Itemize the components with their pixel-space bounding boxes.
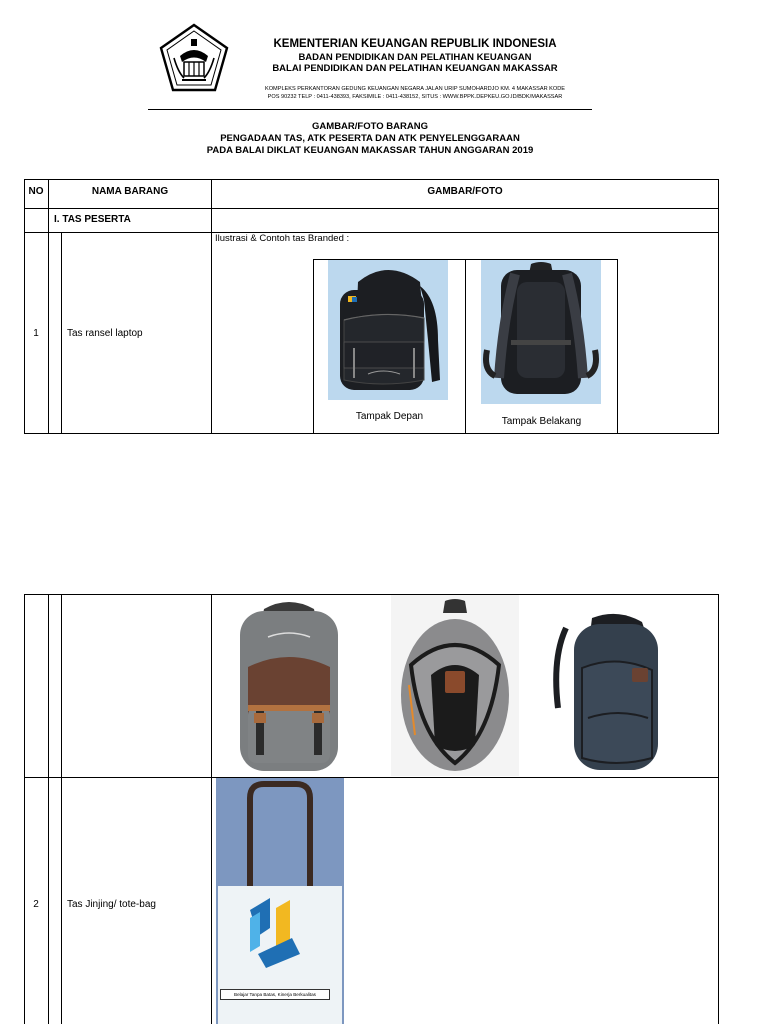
backpack-back-photo — [481, 260, 601, 404]
backpack-front-photo — [328, 260, 448, 400]
tote-bag-photo — [216, 778, 344, 1024]
row-number: 1 — [33, 328, 39, 339]
office-name: BALAI PENDIDIKAN DAN PELATIHAN KEUANGAN MAKASSAR — [272, 63, 558, 74]
illustration-note: Ilustrasi & Contoh tas Branded : — [215, 233, 350, 244]
address-line-1: KOMPLEKS PERKANTORAN GEDUNG KEUANGAN NEGARA JALAN URIP SUMOHARDJO KM. 4 MAKASSAR KODE — [264, 86, 566, 92]
backpack-grey-brown-photo — [226, 597, 352, 775]
address-line-2: POS 90232 TELP : 0411-438393, FAKSIMILE : 0411-438152, SITUS : WWW.BPPK.DEPKEU.GO.ID/BDK/MAKASSAR — [267, 94, 563, 100]
ministry-name: KEMENTERIAN KEUANGAN REPUBLIK INDONESIA — [273, 38, 557, 50]
row-number: 2 — [33, 899, 39, 910]
item-name: Tas Jinjing/ tote-bag — [67, 899, 156, 910]
item-name: Tas ransel laptop — [67, 328, 143, 339]
column-header-no: NO — [28, 186, 44, 197]
agency-name: BADAN PENDIDIKAN DAN PELATIHAN KEUANGAN — [298, 52, 532, 63]
document-subtitle: PENGADAAN TAS, ATK PESERTA DAN ATK PENYELENGGARAAN — [220, 133, 520, 144]
document-subtitle-year: PADA BALAI DIKLAT KEUANGAN MAKASSAR TAHUN ANGGARAN 2019 — [206, 145, 534, 156]
column-header-image: GAMBAR/FOTO — [427, 186, 503, 197]
tote-tagline: Belajar Tanpa Batas, Kinerja Berkualitas — [220, 989, 330, 1000]
backpack-denim-photo — [548, 608, 666, 776]
ministry-emblem — [158, 22, 230, 94]
document-title: GAMBAR/FOTO BARANG — [312, 121, 428, 132]
backpack-heather-grey-photo — [391, 595, 519, 776]
caption-back: Tampak Belakang — [501, 416, 582, 427]
section-heading: I. TAS PESERTA — [54, 214, 131, 225]
header-divider — [148, 109, 592, 110]
column-header-name: NAMA BARANG — [91, 186, 169, 197]
caption-front: Tampak Depan — [355, 411, 424, 422]
